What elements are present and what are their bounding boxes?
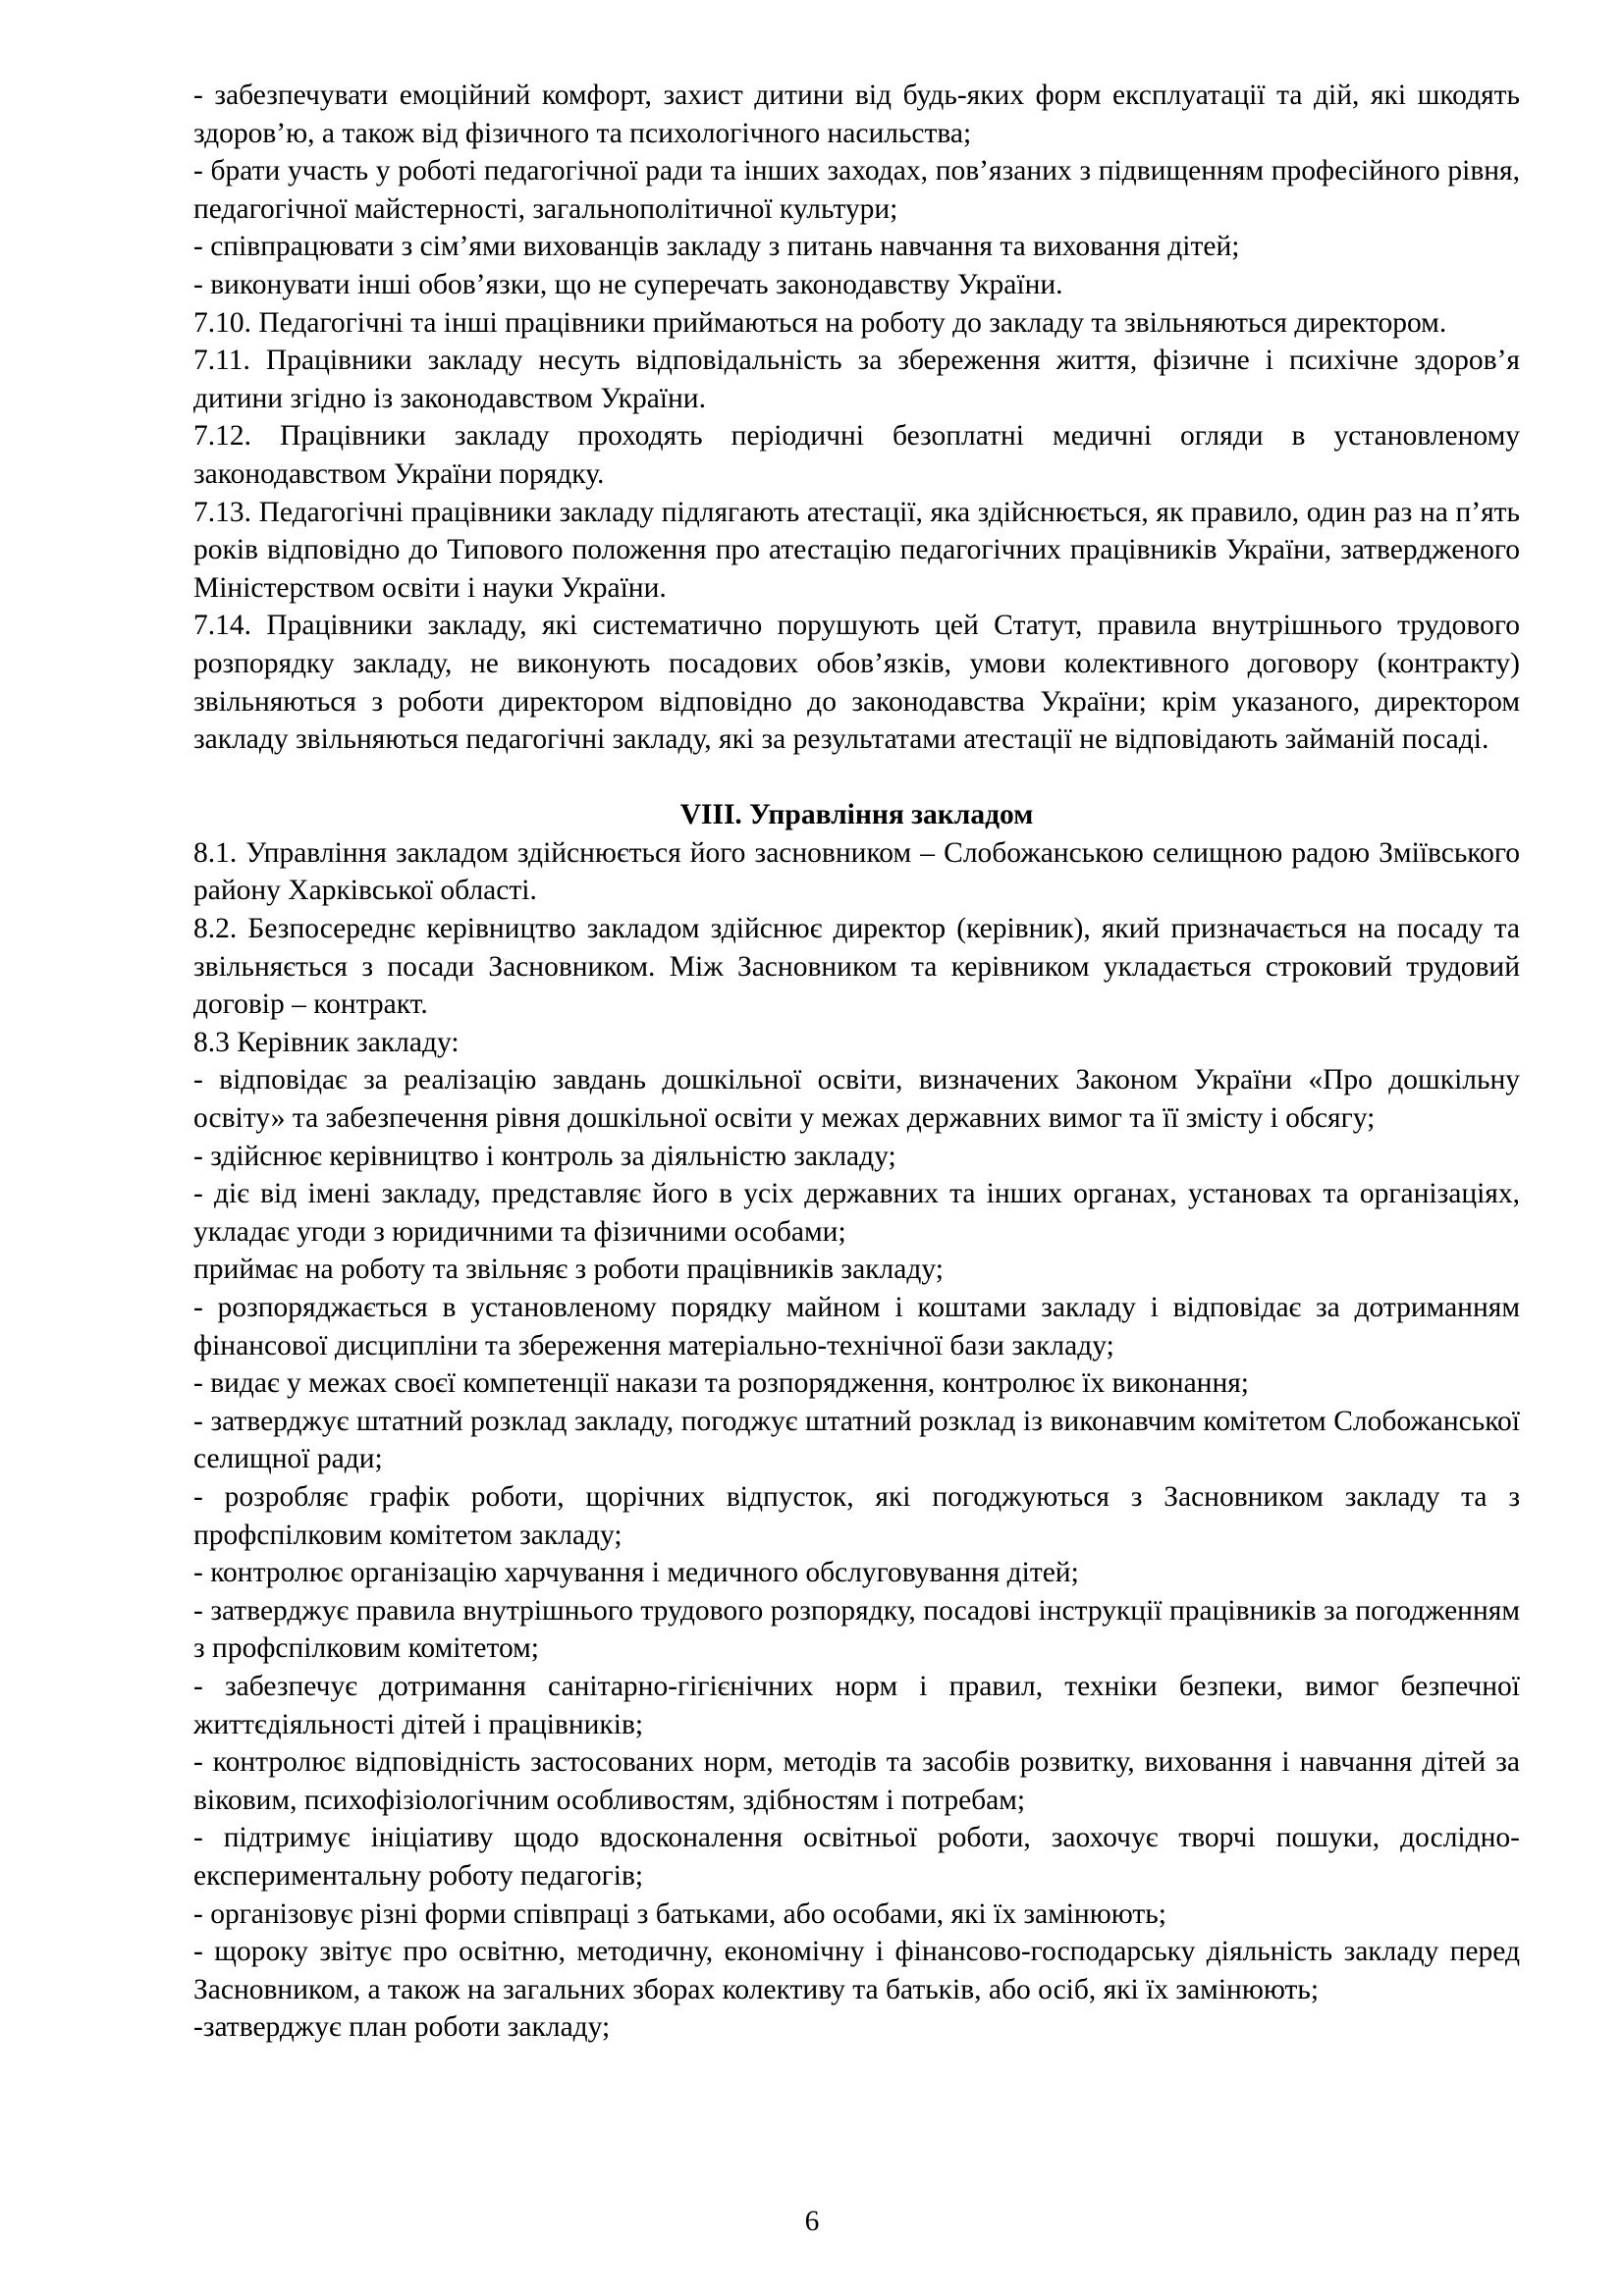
paragraph: - організовує різні форми співпраці з батьками, або особами, які їх замінюють; (193, 1897, 1166, 1930)
paragraph: 7.11. Працівники закладу несуть відповідальність за збереження життя, фізичне і психічне здоров’я дитини згідно із законодавством України. (193, 345, 1520, 414)
paragraph: - підтримує ініціативу щодо вдосконалення освітньої роботи, заохочує творчі пошуки, дослідно-експериментальну роботу педагогів; (193, 1822, 1520, 1892)
page-number: 6 (804, 2206, 820, 2237)
paragraph: - щороку звітує про освітню, методичну, економічну і фінансово-господарську діяльність закладу перед Засновником, а також на загальних зборах колективу та батьків, або осіб, які їх замінюють; (193, 1936, 1520, 2005)
paragraph: - діє від імені закладу, представляє його в усіх державних та інших органах, установах та організаціях, укладає угоди з юридичними та фізичними особами; (193, 1178, 1520, 1248)
paragraph: - контролює організацію харчування і медичного обслуговування дітей; (193, 1557, 1079, 1589)
paragraph: 7.13. Педагогічні працівники закладу підлягають атестації, яка здійснюється, як правило, один раз на п’ять років відповідно до Типового положення про атестацію педагогічних працівників України, затвердженого Міністерством освіти і науки України. (193, 496, 1520, 604)
paragraph: 7.12. Працівники закладу проходять періодичні безоплатні медичні огляди в установленому законодавством України порядку. (193, 420, 1520, 490)
paragraph: - забезпечувати емоційний комфорт, захист дитини від будь-яких форм експлуатації та дій, які шкодять здоров’ю, а також від фізичного та психологічного насильства; (193, 80, 1520, 149)
paragraph: 8.1. Управління закладом здійснюється його засновником – Слобожанською селищною радою Зміївського району Харківської області. (193, 836, 1520, 907)
paragraph: - відповідає за реалізацію завдань дошкільної освіти, визначених Законом України «Про дошкільну освіту» та забезпечення рівня дошкільної освіти у межах державних вимог та її змісту і обсягу; (193, 1064, 1520, 1135)
paragraph: -затверджує план роботи закладу; (193, 2011, 611, 2044)
paragraph: - розпоряджається в установленому порядку майном і коштами закладу і відповідає за дотриманням фінансової дисципліни та збереження матеріально-технічної бази закладу; (193, 1292, 1520, 1362)
paragraph: - брати участь у роботі педагогічної ради та інших заходах, пов’язаних з підвищенням професійного рівня, педагогічної майстерності, загальнополітичної культури; (193, 155, 1520, 225)
section-heading: VIII. Управління закладом (679, 799, 1034, 831)
paragraph: - співпрацювати з сім’ями вихованців закладу з питань навчання та виховання дітей; (193, 231, 1240, 263)
paragraph: - контролює відповідність застосованих норм, методів та засобів розвитку, виховання і навчання дітей за віковим, психофізіологічним особливостям, здібностям і потребам; (193, 1746, 1520, 1816)
paragraph: - забезпечує дотримання санітарно-гігієнічних норм і правил, техніки безпеки, вимог безпечної життєдіяльності дітей і працівників; (193, 1670, 1520, 1740)
paragraph: 8.3 Керівник закладу: (193, 1026, 460, 1058)
paragraph: - здійснює керівництво і контроль за діяльністю закладу; (193, 1140, 896, 1172)
document-body (193, 77, 1520, 2047)
paragraph: - розробляє графік роботи, щорічних відпусток, які погоджуються з Засновником закладу та з профспілковим комітетом закладу; (193, 1480, 1520, 1551)
paragraph: - затверджує правила внутрішнього трудового розпорядку, посадові інструкції працівників за погодженням з профспілковим комітетом; (193, 1594, 1520, 1665)
paragraph: 7.14. Працівники закладу, які систематично порушують цей Статут, правила внутрішнього трудового розпорядку закладу, не виконують посадових обов’язків, умови колективного договору (контракту) звільняються з роботи директором відповідно до законодавства України; крім указаного, директором закладу звільняються педагогічні закладу, які за результатами атестації не відповідають займаній посаді. (193, 610, 1520, 756)
paragraph: приймає на роботу та звільняє з роботи працівників закладу; (193, 1254, 944, 1286)
paragraph: - виконувати інші обов’язки, що не суперечать законодавству України. (193, 268, 1063, 300)
paragraph: 7.10. Педагогічні та інші працівники приймаються на роботу до закладу та звільняються директором. (193, 306, 1447, 339)
paragraph: - затверджує штатний розклад закладу, погоджує штатний розклад із виконавчим комітетом Слобожанської селищної ради; (193, 1405, 1520, 1475)
paragraph: - видає у межах своєї компетенції накази та розпорядження, контролює їх виконання; (193, 1367, 1250, 1400)
paragraph: 8.2. Безпосереднє керівництво закладом здійснює директор (керівник), який призначається на посаду та звільняється з посади Засновником. Між Засновником та керівником укладається строковий трудовий договір – контракт. (193, 913, 1520, 1021)
